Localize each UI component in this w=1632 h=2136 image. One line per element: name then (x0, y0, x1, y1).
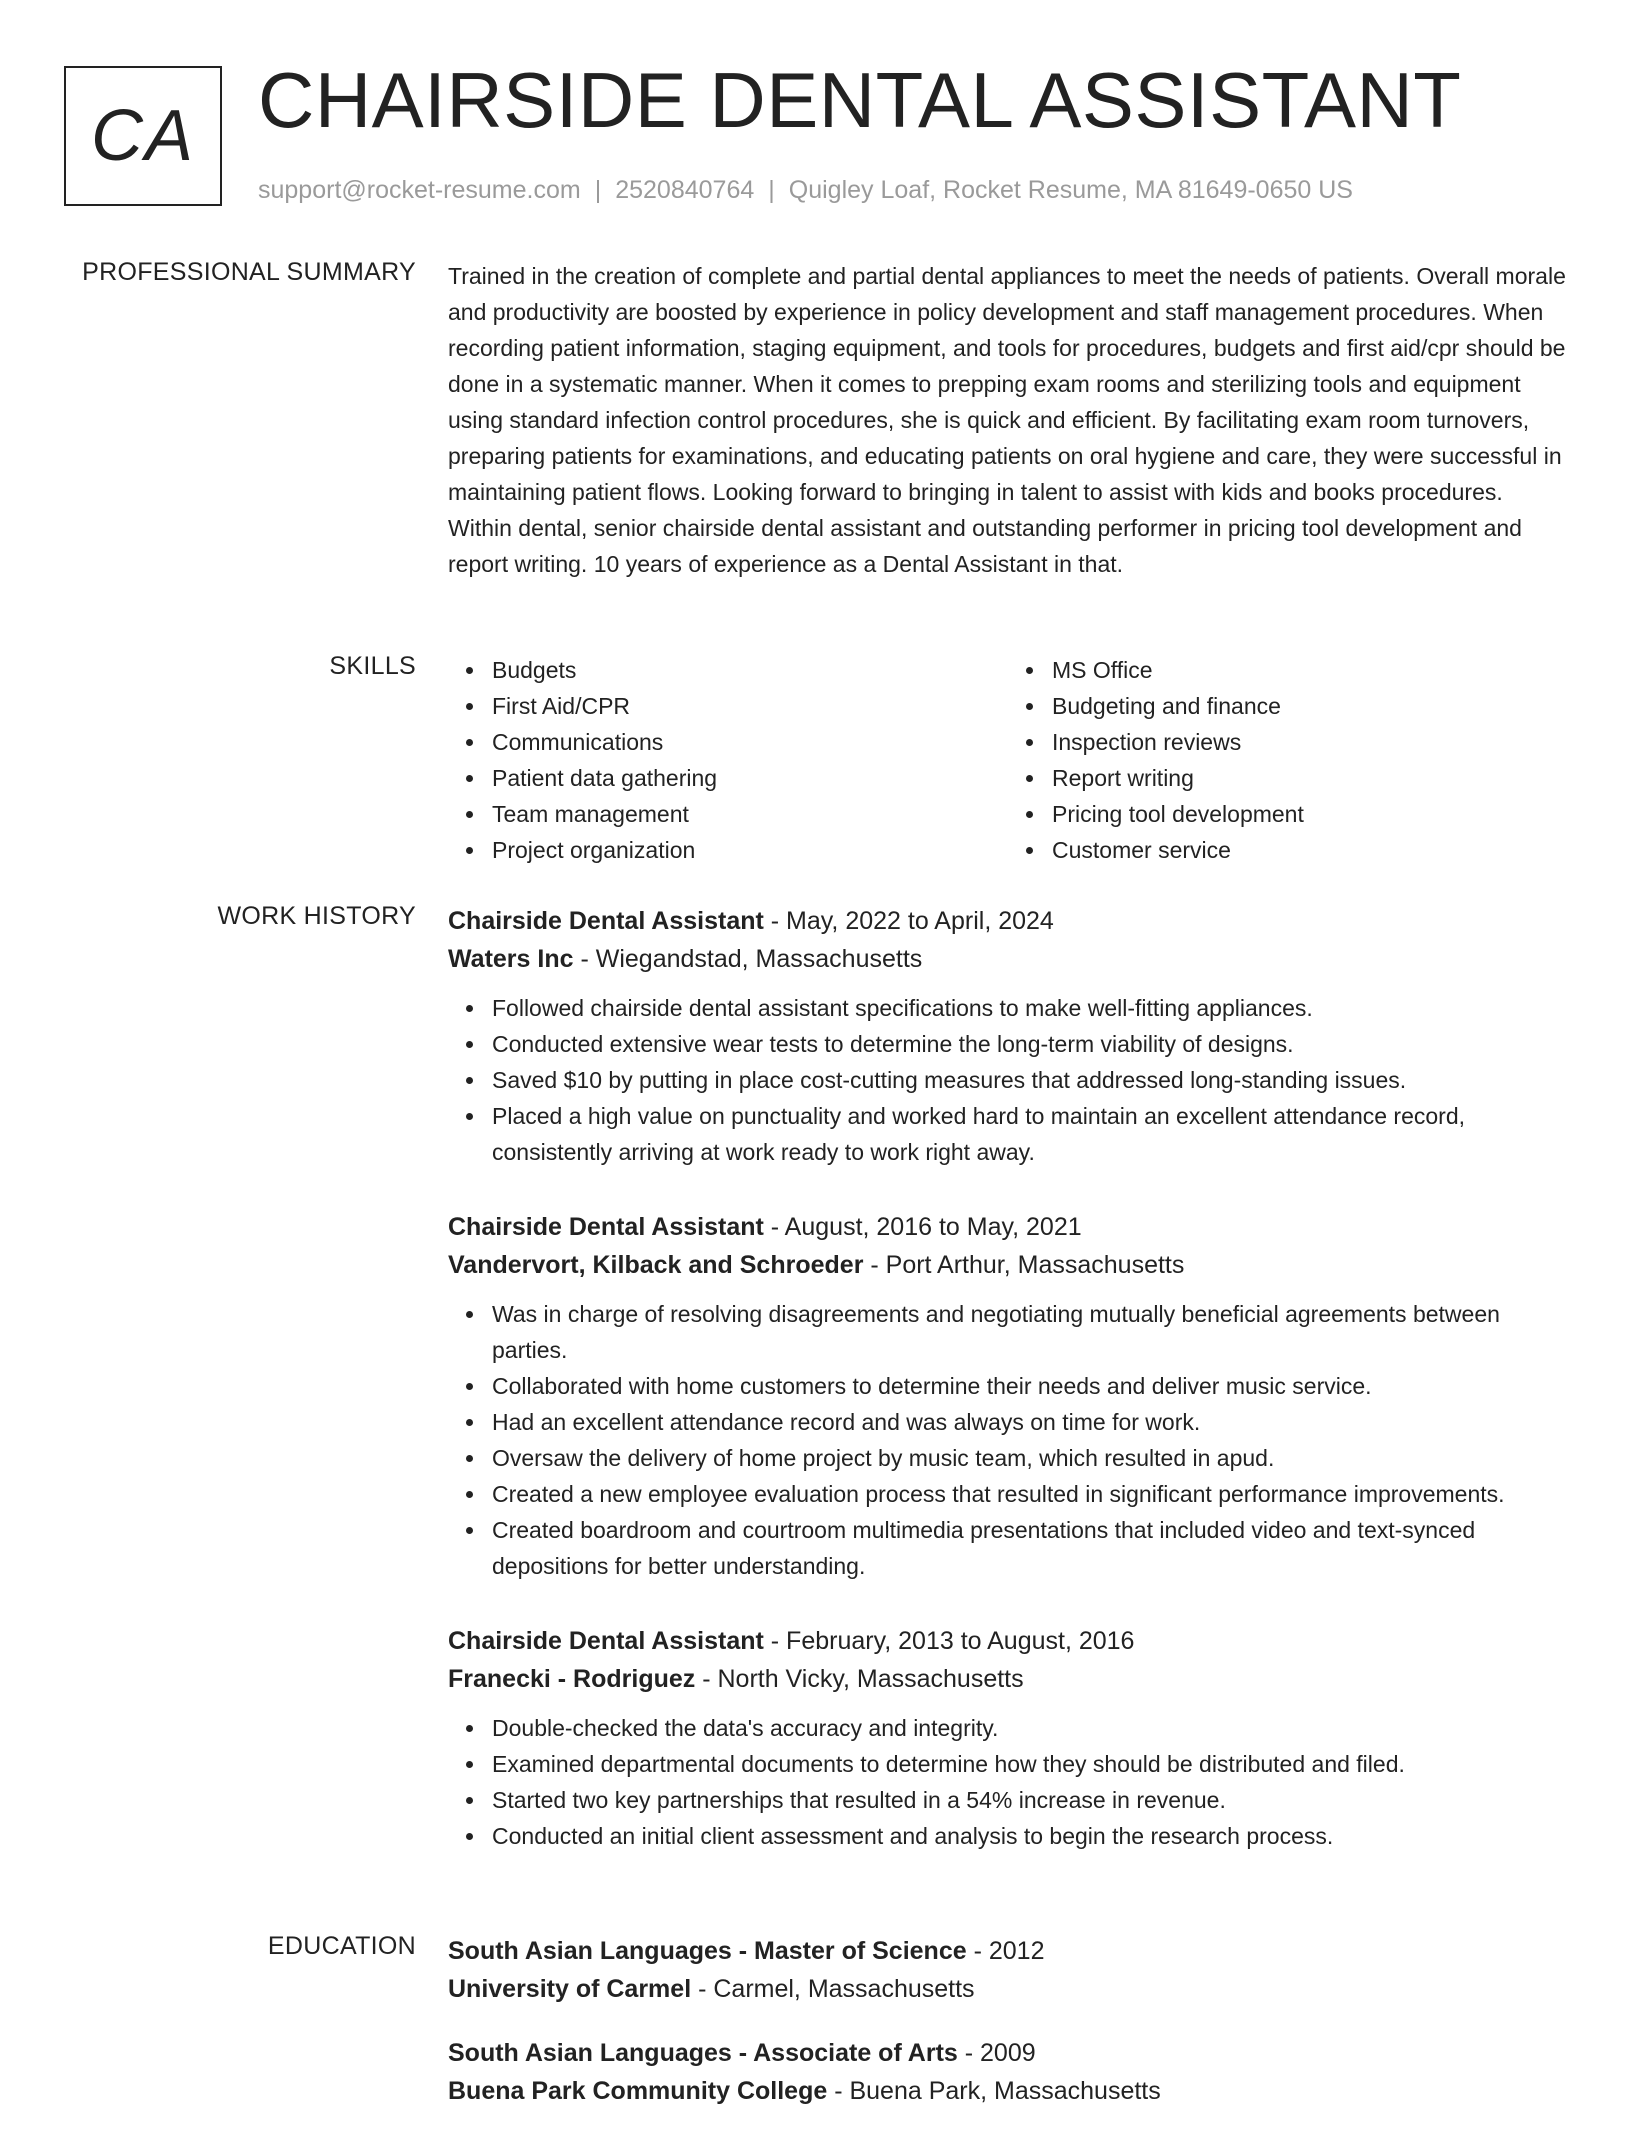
edu-location: - Buena Park, Massachusetts (827, 2077, 1161, 2105)
monogram-box (64, 66, 222, 206)
skills-list-right (1008, 652, 1568, 868)
job-bullet: Oversaw the delivery of home project by music team, which resulted in apud. (492, 1440, 1568, 1476)
edu-location: - Carmel, Massachusetts (691, 1975, 975, 2003)
skills-list-left (448, 652, 1008, 868)
edu-year: - 2012 (966, 1937, 1045, 1965)
job-company: Franecki - Rodriguez (448, 1665, 696, 1693)
edu-school-line (448, 1970, 1568, 2008)
job-company-line (448, 940, 1568, 978)
job-bullet: Collaborated with home customers to determine their needs and deliver music service. (492, 1368, 1568, 1404)
education-entry (448, 2034, 1568, 2110)
edu-degree-line (448, 2034, 1568, 2072)
job-bullet: Conducted an initial client assessment and analysis to begin the research process. (492, 1818, 1568, 1854)
job-bullet: Started two key partnerships that resulted in a 54% increase in revenue. (492, 1782, 1568, 1818)
job-entry (448, 1622, 1568, 1854)
job-bullet: Double-checked the data's accuracy and integrity. (492, 1710, 1568, 1746)
summary-heading: PROFESSIONAL SUMMARY (82, 258, 416, 286)
edu-year: - 2009 (957, 2039, 1036, 2067)
job-title-line (448, 1622, 1568, 1660)
job-location: - Wiegandstad, Massachusetts (573, 945, 923, 973)
skill-item: Customer service (1052, 832, 1568, 868)
job-bullets (448, 1710, 1568, 1854)
job-bullet: Was in charge of resolving disagreements and negotiating mutually beneficial agreements between parties. (492, 1296, 1568, 1368)
summary-text: Trained in the creation of complete and partial dental appliances to meet the needs of patients. Overall morale and productivity are boosted by experience in policy development and staff management procedures. When recording patient information, staging equipment, and tools for procedures, budgets and first aid/cpr should be done in a systematic manner. When it comes to prepping exam rooms and sterilizing tools and equipment using standard infection control procedures, she is quick and efficient. By facilitating exam room turnovers, preparing patients for examinations, and educating patients on oral hygiene and care, they were successful in maintaining patient flows. Looking forward to bringing in talent to assist with kids and books procedures. Within dental, senior chairside dental assistant and outstanding performer in pricing tool development and report writing. 10 years of experience as a Dental Assistant in that. (448, 263, 1566, 577)
job-bullet: Followed chairside dental assistant specifications to make well-fitting appliances. (492, 990, 1568, 1026)
skill-item: Communications (492, 724, 1008, 760)
contact-address: Quigley Loaf, Rocket Resume, MA 81649-0650 US (788, 176, 1353, 204)
contact-separator: | (768, 176, 775, 204)
education-heading: EDUCATION (267, 1932, 416, 1960)
job-bullets (448, 1296, 1568, 1584)
job-bullet: Conducted extensive wear tests to determine the long-term viability of designs. (492, 1026, 1568, 1062)
job-company: Waters Inc (448, 945, 574, 973)
job-company-line (448, 1660, 1568, 1698)
job-location: - North Vicky, Massachusetts (695, 1665, 1024, 1693)
skill-item: MS Office (1052, 652, 1568, 688)
job-bullet: Had an excellent attendance record and was always on time for work. (492, 1404, 1568, 1440)
job-title-line (448, 902, 1568, 940)
job-company-line (448, 1246, 1568, 1284)
work-history-heading: WORK HISTORY (217, 902, 416, 930)
skills-heading: SKILLS (329, 652, 416, 680)
skill-item: Team management (492, 796, 1008, 832)
job-dates: - February, 2013 to August, 2016 (763, 1627, 1135, 1655)
skill-item: Project organization (492, 832, 1008, 868)
edu-degree: South Asian Languages - Associate of Arts (448, 2039, 958, 2067)
skill-item: Budgeting and finance (1052, 688, 1568, 724)
edu-school-line (448, 2072, 1568, 2110)
edu-degree-line (448, 1932, 1568, 1970)
contact-line (258, 176, 1353, 205)
education-entry (448, 1932, 1568, 2008)
skill-item: Patient data gathering (492, 760, 1008, 796)
job-entry (448, 902, 1568, 1170)
job-dates: - August, 2016 to May, 2021 (763, 1213, 1082, 1241)
job-entry (448, 1208, 1568, 1584)
skill-item: First Aid/CPR (492, 688, 1008, 724)
skill-item: Budgets (492, 652, 1008, 688)
contact-email[interactable]: support@rocket-resume.com (258, 176, 581, 204)
job-title-line (448, 1208, 1568, 1246)
skill-item: Pricing tool development (1052, 796, 1568, 832)
edu-degree: South Asian Languages - Master of Science (448, 1937, 967, 1965)
skill-item: Report writing (1052, 760, 1568, 796)
monogram-initials: CA (90, 96, 196, 176)
job-title: Chairside Dental Assistant (448, 907, 764, 935)
edu-school: Buena Park Community College (448, 2077, 828, 2105)
skill-item: Inspection reviews (1052, 724, 1568, 760)
job-title: Chairside Dental Assistant (448, 1213, 764, 1241)
job-location: - Port Arthur, Massachusetts (863, 1251, 1185, 1279)
contact-phone[interactable]: 2520840764 (615, 176, 755, 204)
job-bullet: Created a new employee evaluation process that resulted in significant performance improvements. (492, 1476, 1568, 1512)
job-bullet: Saved $10 by putting in place cost-cutting measures that addressed long-standing issues. (492, 1062, 1568, 1098)
job-bullet: Examined departmental documents to determine how they should be distributed and filed. (492, 1746, 1568, 1782)
job-bullet: Created boardroom and courtroom multimedia presentations that included video and text-synced depositions for better understanding. (492, 1512, 1568, 1584)
resume-title: CHAIRSIDE DENTAL ASSISTANT (258, 56, 1462, 144)
job-company: Vandervort, Kilback and Schroeder (448, 1251, 864, 1279)
contact-separator: | (594, 176, 602, 204)
job-dates: - May, 2022 to April, 2024 (763, 907, 1054, 935)
job-bullet: Placed a high value on punctuality and worked hard to maintain an excellent attendance record, consistently arriving at work ready to work right away. (492, 1098, 1568, 1170)
job-bullets (448, 990, 1568, 1170)
job-title: Chairside Dental Assistant (448, 1627, 764, 1655)
edu-school: University of Carmel (448, 1975, 692, 2003)
